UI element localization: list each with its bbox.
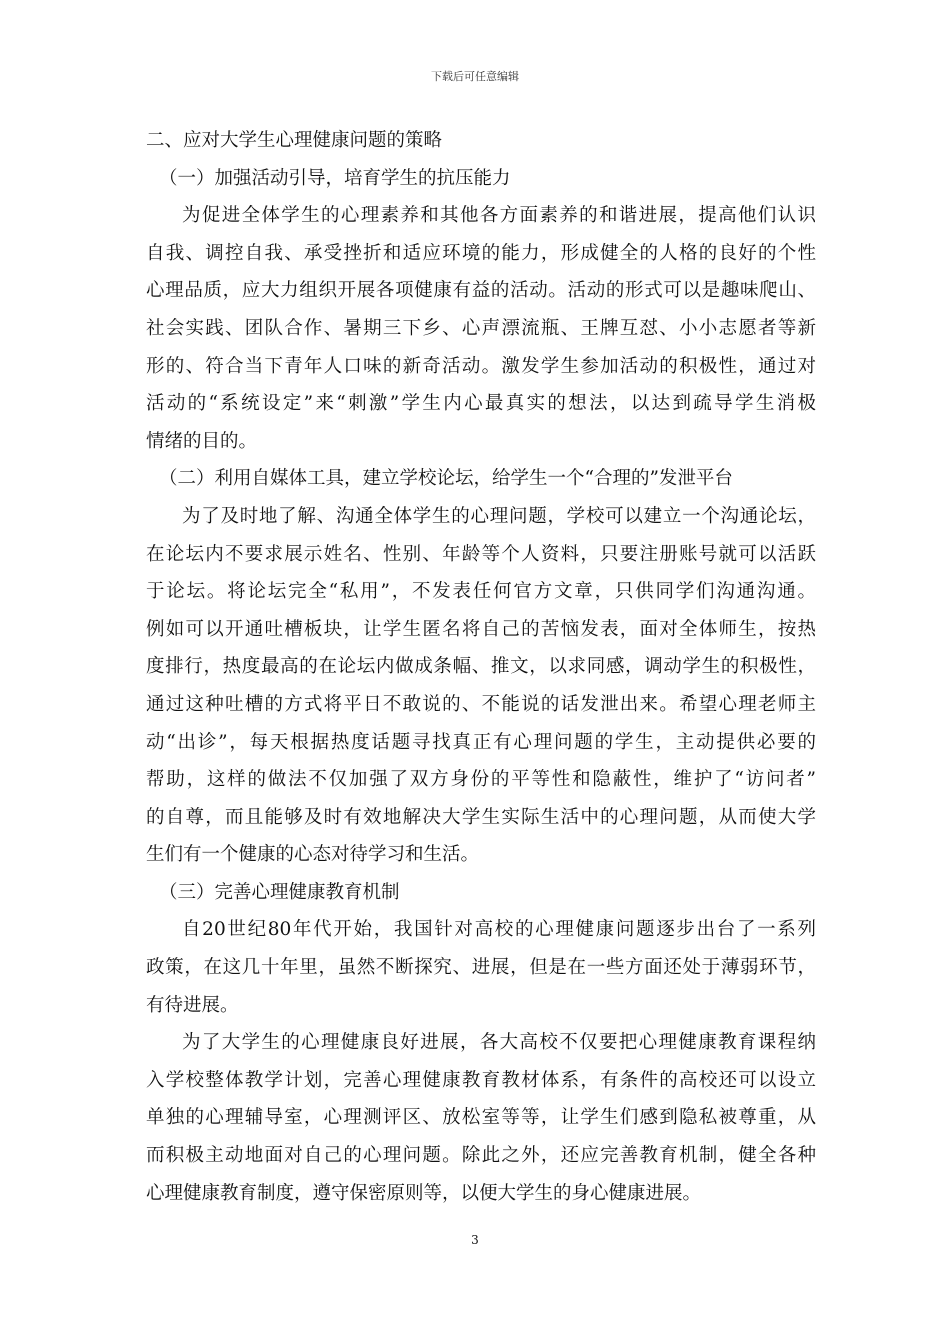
paragraph-line: 情绪的目的。 — [146, 430, 258, 452]
document-body — [146, 122, 816, 1212]
paragraph-line: 心理品质，应大力组织开展各项健康有益的活动。活动的形式可以是趣味爬山、 — [146, 280, 816, 302]
paragraph-line: 在论坛内不要求展示姓名、性别、年龄等个人资料，只要注册账号就可以活跃 — [146, 543, 816, 565]
paragraph-line: 为促进全体学生的心理素养和其他各方面素养的和谐进展，提高他们认识 — [182, 205, 816, 227]
paragraph-line: 心理健康教育制度，遵守保密原则等，以便大学生的身心健康进展。 — [146, 1182, 702, 1204]
paragraph-line: 生们有一个健康的心态对待学习和生活。 — [146, 844, 480, 866]
paragraph-line: 自20世纪80年代开始，我国针对高校的心理健康问题逐步出台了一系列 — [182, 919, 816, 941]
page-header: 下载后可任意编辑 — [431, 70, 519, 83]
paragraph-line: 为了及时地了解、沟通全体学生的心理问题，学校可以建立一个沟通论坛， — [182, 505, 816, 527]
paragraph-line: 帮助，这样的做法不仅加强了双方身份的平等性和隐蔽性，维护了“访问者” — [146, 769, 816, 791]
paragraph-line: 单独的心理辅导室，心理测评区、放松室等等，让学生们感到隐私被尊重，从 — [146, 1107, 816, 1129]
paragraph-line: 的自尊，而且能够及时有效地解决大学生实际生活中的心理问题，从而使大学 — [146, 806, 816, 828]
paragraph-line: 活动的“系统设定”来“刺激”学生内心最真实的想法，以达到疏导学生消极 — [146, 393, 816, 415]
paragraph-line: 例如可以开通吐槽板块，让学生匿名将自己的苦恼发表，面对全体师生，按热 — [146, 618, 816, 640]
subsection-heading-2: （二）利用自媒体工具，建立学校论坛，给学生一个“合理的”发泄平台 — [159, 468, 733, 490]
paragraph-line: 社会实践、团队合作、暑期三下乡、心声漂流瓶、王牌互怼、小小志愿者等新 — [146, 317, 816, 339]
paragraph-line: 通过这种吐槽的方式将平日不敢说的、不能说的话发泄出来。希望心理老师主 — [146, 693, 816, 715]
page-number: 3 — [471, 1233, 479, 1247]
section-heading: 二、应对大学生心理健康问题的策略 — [146, 130, 443, 151]
paragraph-line: 动“出诊”，每天根据热度话题寻找真正有心理问题的学生，主动提供必要的 — [146, 731, 816, 753]
paragraph-line: 自我、调控自我、承受挫折和适应环境的能力，形成健全的人格的良好的个性 — [146, 242, 816, 264]
paragraph-line: 于论坛。将论坛完全“私用”，不发表任何官方文章，只供同学们沟通沟通。 — [146, 581, 816, 603]
paragraph-line: 入学校整体教学计划，完善心理健康教育教材体系，有条件的高校还可以设立 — [146, 1069, 816, 1091]
paragraph-line: 而积极主动地面对自己的心理问题。除此之外，还应完善教育机制，健全各种 — [146, 1145, 816, 1167]
paragraph-line: 有待进展。 — [146, 994, 239, 1016]
paragraph-line: 度排行，热度最高的在论坛内做成条幅、推文，以求同感，调动学生的积极性， — [146, 656, 816, 678]
paragraph-line: 政策，在这几十年里，虽然不断探究、进展，但是在一些方面还处于薄弱环节， — [146, 957, 816, 979]
subsection-heading-3: （三）完善心理健康教育机制 — [159, 881, 400, 903]
paragraph-line: 形的、符合当下青年人口味的新奇活动。激发学生参加活动的积极性，通过对 — [146, 355, 816, 377]
subsection-heading-1: （一）加强活动引导，培育学生的抗压能力 — [159, 167, 511, 189]
paragraph-line: 为了大学生的心理健康良好进展，各大高校不仅要把心理健康教育课程纳 — [182, 1032, 816, 1054]
